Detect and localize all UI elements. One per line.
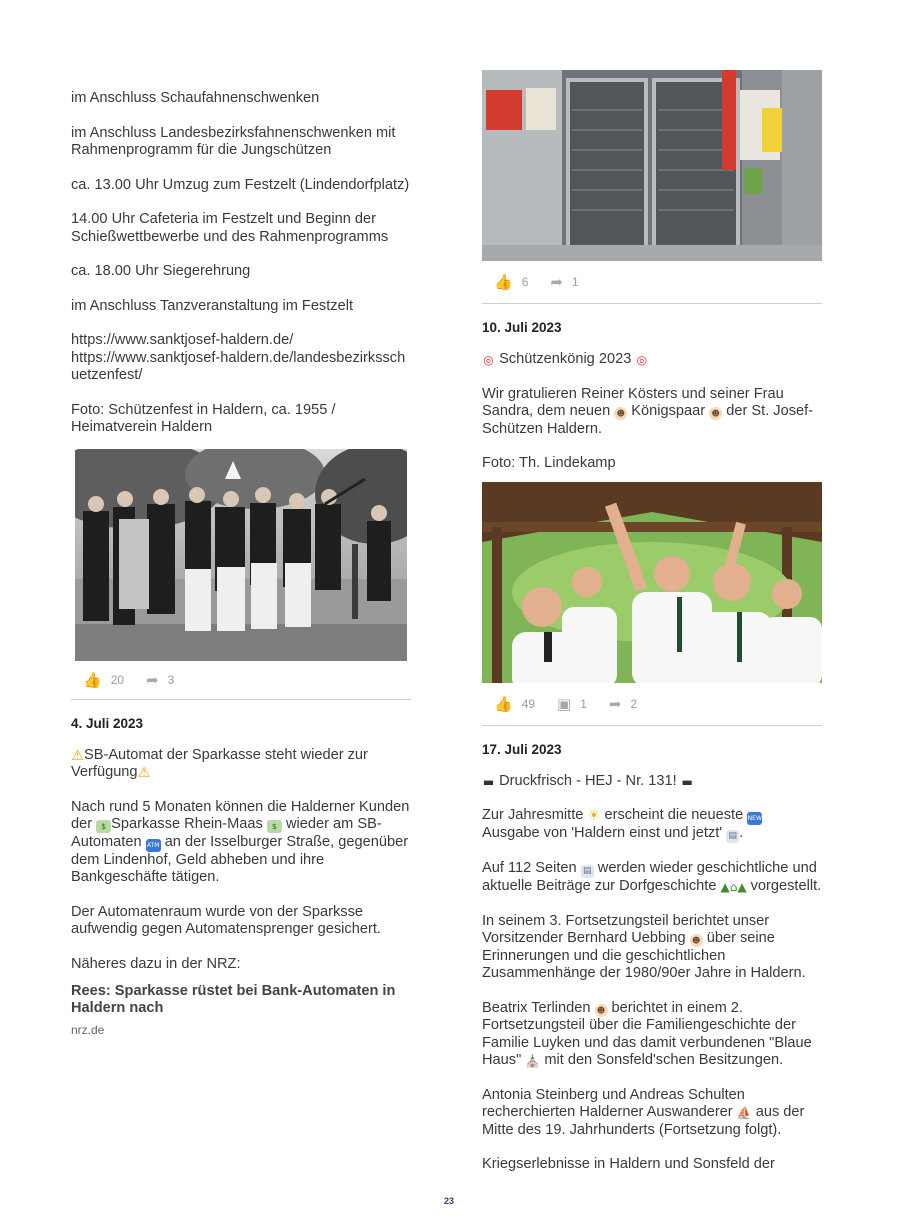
link-preview-title[interactable]: Rees: Sparkasse rüstet bei Bank-Automaten in Haldern nach: [71, 983, 396, 1016]
post-paragraph: Kriegserlebnisse in Haldern und Sonsfeld der: [482, 1156, 775, 1172]
link-landesbezirk[interactable]: https://www.sanktjosef-haldern.de/landesbezirksschuetzenfest/: [71, 349, 406, 383]
post-headline: ⚠SB-Automat der Sparkasse steht wieder zur Verfügung⚠: [71, 746, 368, 781]
post-headline: ▬ Druckfrisch - HEJ - Nr. 131! ▬: [482, 772, 693, 789]
celebration-photo: [482, 482, 822, 683]
sun-icon: ☀: [587, 808, 601, 824]
koenigspaar-photo[interactable]: [482, 482, 822, 683]
minus-icon: ▬: [482, 774, 495, 789]
post-date: 4. Juli 2023: [71, 715, 144, 731]
trees-house-icon: ▲⌂▲: [720, 880, 747, 894]
minus-icon: ▬: [681, 774, 693, 789]
king-face-icon: ☻: [614, 407, 627, 420]
new-badge-icon: NEW: [747, 812, 762, 825]
post-actions: [71, 661, 411, 699]
money-icon: $: [96, 820, 111, 833]
post-paragraph: In seinem 3. Fortsetzungsteil berichtet unser Vorsitzender Bernhard Uebbing ☻ über seine Erinnerungen und die geschichtlichen Zusammenhänge der 1980/90er Jahre in Haldern.: [482, 912, 806, 981]
bw-crowd-photo: [75, 449, 407, 661]
share-count: 2: [630, 696, 638, 711]
target-icon: ◎: [636, 353, 648, 367]
photo-credit: Foto: Th. Lindekamp: [482, 455, 616, 471]
share-arrow-icon[interactable]: ➦: [146, 670, 159, 689]
post-paragraph: Antonia Steinberg und Andreas Schulten recherchierten Halderner Auswanderer ⛵ aus der Mitte des 19. Jahrhunderts (Fortsetzung folgt).: [482, 1086, 805, 1138]
schedule-line: ca. 13.00 Uhr Umzug zum Festzelt (Lindendorfplatz): [71, 176, 410, 193]
like-count: 20: [110, 672, 125, 687]
classical-building-icon: ⛪: [525, 1054, 541, 1068]
post-paragraph: Wir gratulieren Reiner Kösters und seiner Frau Sandra, dem neuen ☻ Königspaar ☻ der St. Josef-Schützen Haldern.: [482, 385, 814, 437]
thumbs-up-icon[interactable]: 👍: [494, 273, 513, 291]
divider: [482, 725, 822, 726]
warning-icon: ⚠: [137, 765, 151, 781]
share-arrow-icon[interactable]: ➦: [608, 694, 622, 713]
post-headline: ◎ Schützenkönig 2023 ◎: [483, 351, 648, 367]
warning-icon: ⚠: [71, 747, 84, 764]
divider: [71, 699, 411, 700]
thumbs-up-icon[interactable]: 👍: [83, 670, 102, 689]
link-homepage[interactable]: https://www.sanktjosef-haldern.de/: [71, 332, 294, 348]
glass-door-photo: [482, 70, 822, 261]
woman-icon: ☻: [595, 1004, 608, 1017]
schedule-line: im Anschluss Schaufahnenschwenken: [71, 90, 320, 106]
schedule-line: 14.00 Uhr Cafeteria im Festzelt und Beginn der Schießwettbewerbe und des Rahmenprogramms: [71, 211, 389, 245]
ship-icon: ⛵: [736, 1106, 752, 1120]
man-icon: ☻: [690, 934, 703, 947]
atm-icon: ATM: [146, 839, 161, 852]
like-count: 6: [521, 275, 529, 289]
queen-face-icon: ☻: [709, 407, 722, 420]
photo-credit: Foto: Schützenfest in Haldern, ca. 1955 / Heimatverein Haldern: [71, 401, 336, 435]
post-date: 17. Juli 2023: [482, 741, 562, 757]
post-paragraph: Nach rund 5 Monaten können die Halderner Kunden der $ Sparkasse Rhein-Maas $ wieder am SB-Automaten ATM an der Isselburger Straße, gegenüber dem Lindenhof, Geld abheben und ihre Bankgeschäfte tätigen.: [71, 798, 410, 885]
post-actions: [482, 261, 822, 303]
target-icon: ◎: [483, 353, 494, 367]
like-count: 49: [521, 696, 536, 711]
share-arrow-icon[interactable]: ➦: [550, 273, 563, 291]
post-paragraph: Auf 112 Seiten ▤ werden wieder geschichtliche und aktuelle Beiträge zur Dorfgeschichte ▲⌂▲ vorgestellt.: [482, 860, 822, 894]
post-date: 10. Juli 2023: [482, 320, 562, 335]
comment-count: 1: [580, 696, 587, 711]
post-paragraph: Zur Jahresmitte ☀ erscheint die neueste NEW Ausgabe von 'Haldern einst und jetzt' ▤ .: [482, 807, 762, 841]
left-column: [71, 90, 411, 1037]
schedule-line: ca. 18.00 Uhr Siegerehrung: [71, 263, 251, 279]
schedule-line: im Anschluss Tanzveranstaltung im Festzelt: [71, 297, 353, 314]
divider: [482, 303, 822, 304]
share-count: 3: [167, 672, 175, 687]
links-block: [71, 332, 411, 385]
post-paragraph: Beatrix Terlinden ☻ berichtet in einem 2. Fortsetzungsteil über die Familiengeschichte der Familie Luyken und das damit verbundenen "Blaue Haus" ⛪ mit den Sonsfeld'schen Besitzungen.: [482, 999, 812, 1068]
page-icon: ▤: [581, 865, 594, 878]
right-column: [482, 70, 822, 1174]
post-paragraph: Der Automatenraum wurde von der Sparksse aufwendig gegen Automatensprenger gesichert.: [71, 903, 381, 937]
schedule-line: im Anschluss Landesbezirksfahnenschwenken mit Rahmenprogramm für die Jungschützen: [71, 124, 396, 158]
comment-icon[interactable]: ▣: [557, 694, 572, 713]
share-count: 1: [571, 275, 579, 289]
post-paragraph: Näheres dazu in der NRZ:: [71, 955, 241, 972]
link-preview-source[interactable]: nrz.de: [71, 1023, 105, 1037]
schuetzenfest-photo-1955[interactable]: [75, 449, 407, 661]
thumbs-up-icon[interactable]: 👍: [494, 694, 513, 713]
post-actions: [482, 683, 822, 725]
newspaper-icon: ▤: [726, 830, 739, 843]
page-number: 23: [443, 1196, 454, 1206]
money-icon: $: [267, 820, 282, 833]
sparkasse-door-photo[interactable]: [482, 70, 822, 261]
